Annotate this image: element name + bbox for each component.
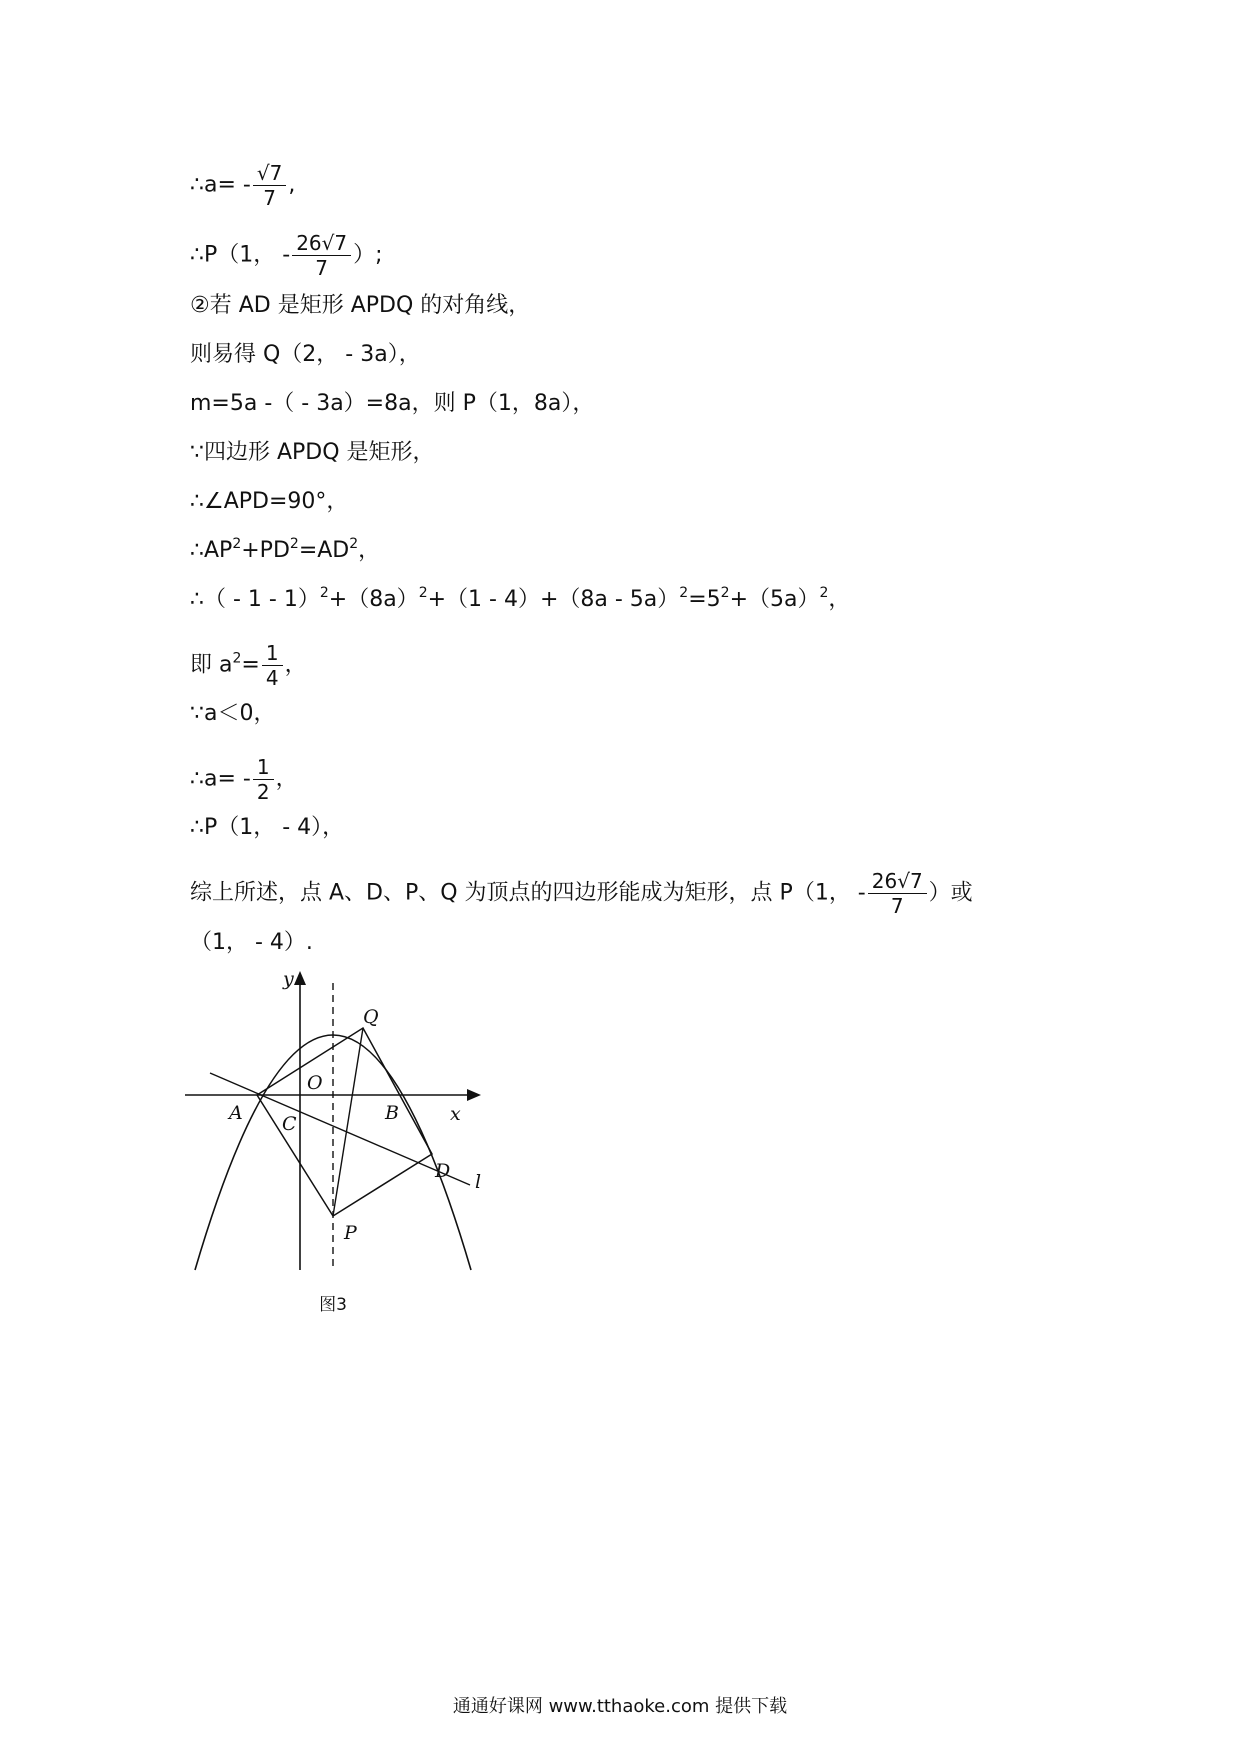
fraction: $\frac{1}{2}$ <box>253 756 274 803</box>
label-y: y <box>283 968 294 990</box>
fraction: $\frac{√7}{7}$ <box>253 162 286 209</box>
diagonal-pq <box>333 1028 363 1216</box>
line-m-value: m=5a -（ - 3a）=8a，则 P（1，8a）， <box>190 391 595 416</box>
line-angle: ∴∠APD=90°， <box>190 489 349 514</box>
label-l: l <box>475 1171 482 1193</box>
fraction: $\frac{1}{4}$ <box>262 642 283 689</box>
line-a-squared: 即 $a^2=$ $\frac{1}{4}$ ， <box>190 641 307 690</box>
figure-3 <box>185 965 505 1330</box>
footer: 通通好课网 www.tthaoke.com 提供下载 <box>452 1696 788 1717</box>
line-p-coord: ∴P（1， - 4）， <box>190 815 345 840</box>
label-a: A <box>229 1102 243 1124</box>
figure-caption: 图3 <box>319 1295 347 1315</box>
line-a-negative: ∵a＜0， <box>190 701 276 726</box>
label-b: B <box>385 1102 399 1124</box>
label-x: x <box>450 1103 461 1125</box>
fraction: $\frac{26√7}{7}$ <box>868 870 927 917</box>
line-equation: ∴（ - $1 - 1)^2+(8a)^2+(1 - 4)+(8a - 5a)^2=5^2+(5a)^2$， <box>190 585 851 612</box>
fraction: $\frac{26√7}{7}$ <box>292 232 351 279</box>
line-a-half: ∴a= - $\frac{1}{2}$ ， <box>190 755 298 804</box>
line-rectangle: ∵四边形 APDQ 是矩形， <box>190 440 435 465</box>
line-q-coord: 则易得 Q（2， - 3a）， <box>190 342 421 367</box>
geometry-diagram <box>185 965 505 1330</box>
label-q: Q <box>363 1006 379 1028</box>
line-a-value: ∴a= - $\frac{√7}{7}$ , <box>190 161 296 210</box>
x-arrow-icon <box>467 1089 481 1101</box>
label-o: O <box>307 1072 323 1094</box>
label-p: P <box>344 1222 357 1244</box>
line-summary: 综上所述，点 A、D、P、Q 为顶点的四边形能成为矩形，点 P（1， - $\frac{26√7}{7}$ ）或 <box>190 869 973 918</box>
line-case-2: ②若 AD 是矩形 APDQ 的对角线， <box>190 293 531 318</box>
label-c: C <box>282 1113 297 1135</box>
line-pythagoras: $\therefore AP^2+PD^2=AD^2$， <box>190 536 381 563</box>
y-arrow-icon <box>294 971 306 985</box>
line-p-value: ∴P（1， - $\frac{26√7}{7}$ ）; <box>190 231 383 280</box>
line-summary-end: （1， - 4）. <box>190 930 313 955</box>
label-d: D <box>435 1160 451 1182</box>
